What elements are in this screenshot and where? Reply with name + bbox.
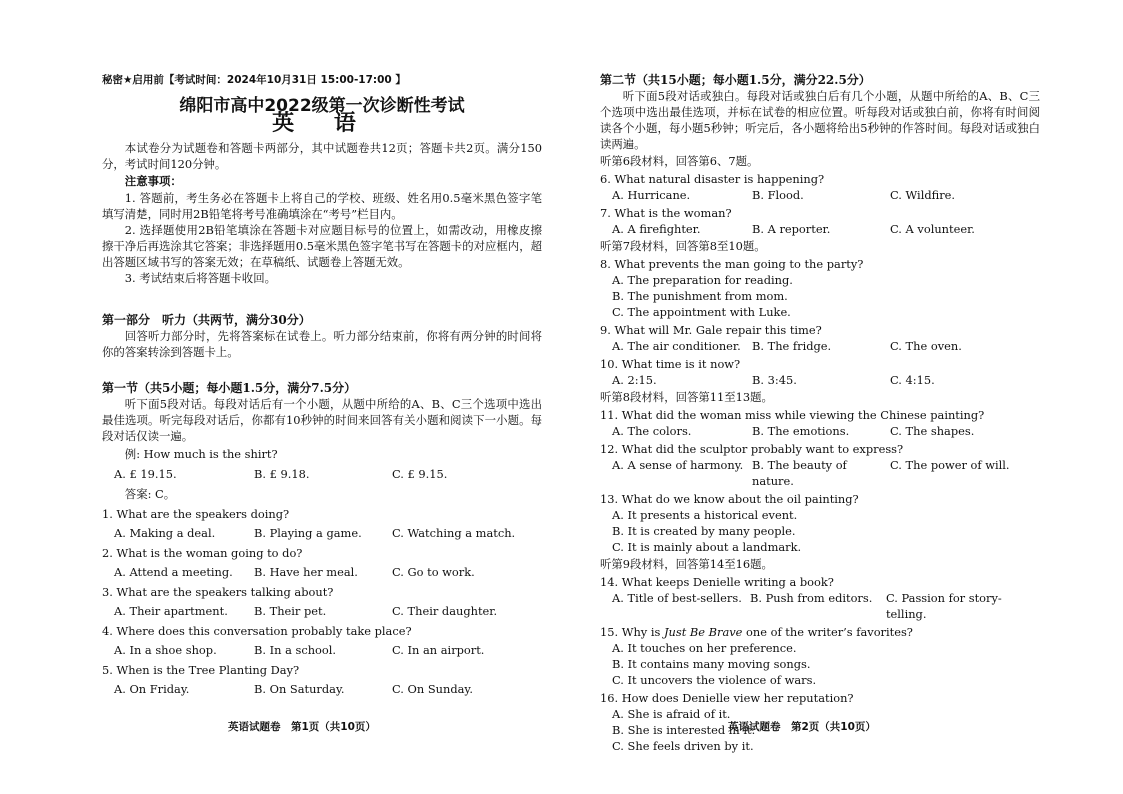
option-c: C. The power of will. xyxy=(890,458,1010,472)
option-a: A. A sense of harmony. xyxy=(612,458,744,472)
book-title: Just Be Brave xyxy=(663,625,743,639)
option-a: A. It touches on her preference. xyxy=(612,641,797,655)
option-b: B. Push from editors. xyxy=(749,591,873,605)
option-b: B. Playing a game. xyxy=(254,526,362,540)
option-a: A. Making a deal. xyxy=(114,526,216,540)
question-10-options xyxy=(600,372,1040,388)
option-a: A. She is afraid of it. xyxy=(612,707,731,721)
option-c: C. 4:15. xyxy=(890,373,935,387)
example-options xyxy=(102,466,542,482)
question-5: 5. When is the Tree Planting Day? xyxy=(102,663,300,677)
option-b: B. Flood. xyxy=(752,188,804,202)
question-11-options xyxy=(600,423,1040,439)
note-2: 2. 选择题使用2B铅笔填涂在答题卡对应题目标号的位置上，如需改动，用橡皮擦擦干净后再选涂其它答案；非选择题用0.5毫米黑色签字笔书写在答题卡的对应框内，超出答题区域书写的答案无效；在草稿纸、试题卷上答题无效。 xyxy=(102,223,542,269)
option-b: B. The beauty of nature. xyxy=(752,458,847,488)
option-a: A. A firefighter. xyxy=(612,222,701,236)
question-6-options xyxy=(600,187,1040,203)
option-b: B. On Saturday. xyxy=(254,682,345,696)
material-6-heading: 听第6段材料，回答第6、7题。 xyxy=(600,154,759,168)
option-c: C. The shapes. xyxy=(890,424,975,438)
page-footer-right: 英语试题卷 第2页（共10页） xyxy=(728,721,876,733)
left-column xyxy=(102,72,542,697)
example-answer: 答案: C。 xyxy=(124,487,176,501)
option-a: A. 2:15. xyxy=(612,373,657,387)
option-b: B. It is created by many people. xyxy=(612,524,796,538)
note-3: 3. 考试结束后将答题卡收回。 xyxy=(124,271,276,285)
question-5-options xyxy=(102,681,542,697)
question-12-options xyxy=(600,457,1040,489)
section1-description: 听下面5段对话。每段对话后有一个小题，从题中所给的A、B、C三个选项中选出最佳选项。听完每段对话后，你都有10秒钟的时间来回答有关小题和阅读下一小题。每段对话仅读一遍。 xyxy=(102,397,542,443)
question-9: 9. What will Mr. Gale repair this time? xyxy=(600,323,822,337)
option-b: B. It contains many moving songs. xyxy=(612,657,811,671)
option-c: C. Wildfire. xyxy=(890,188,956,202)
example-option-b: B. £ 9.18. xyxy=(254,467,310,481)
option-a: A. The air conditioner. xyxy=(612,339,741,353)
question-10: 10. What time is it now? xyxy=(600,357,741,371)
option-a: A. Attend a meeting. xyxy=(114,565,233,579)
option-a: A. In a shoe shop. xyxy=(114,643,217,657)
section1-heading: 第一节（共5小题；每小题1.5分，满分7.5分） xyxy=(102,381,357,395)
question-4-options xyxy=(102,642,542,658)
option-a: A. Hurricane. xyxy=(612,188,691,202)
option-b: B. The fridge. xyxy=(752,339,832,353)
notes-heading: 注意事项： xyxy=(124,174,182,188)
part1-heading: 第一部分 听力（共两节，满分30分） xyxy=(102,313,311,327)
option-a: A. It presents a historical event. xyxy=(612,508,798,522)
question-13: 13. What do we know about the oil painting? xyxy=(600,492,859,506)
option-b: B. 3:45. xyxy=(752,373,797,387)
option-c: C. It uncovers the violence of wars. xyxy=(612,673,817,687)
option-b: B. She is interested in it. xyxy=(612,723,756,737)
option-c: C. A volunteer. xyxy=(890,222,975,236)
question-3: 3. What are the speakers talking about? xyxy=(102,585,334,599)
section2-description: 听下面5段对话或独白。每段对话或独白后有几个小题，从题中所给的A、B、C三个选项中选出最佳选项，并标在试卷的相应位置。听每段对话或独白前，你将有时间阅读各个小题，每小题5秒钟；听完后，各小题将给出5秒钟的作答时间。每段对话或独白读两遍。 xyxy=(600,89,1040,151)
option-c: C. The appointment with Luke. xyxy=(612,305,791,319)
option-b: B. Their pet. xyxy=(254,604,327,618)
question-14-options xyxy=(600,590,1040,622)
part1-description: 回答听力部分时，先将答案标在试卷上。听力部分结束前，你将有两分钟的时间将你的答案转涂到答题卡上。 xyxy=(102,329,542,359)
intro-paragraph: 本试卷分为试题卷和答题卡两部分，其中试题卷共12页；答题卡共2页。满分150分，考试时间120分钟。 xyxy=(102,141,542,171)
question-2: 2. What is the woman going to do? xyxy=(102,546,303,560)
option-b: B. In a school. xyxy=(254,643,337,657)
question-4: 4. Where does this conversation probably take place? xyxy=(102,624,412,638)
example-option-c: C. £ 9.15. xyxy=(392,467,448,481)
option-b: B. The emotions. xyxy=(752,424,850,438)
question-15 xyxy=(600,624,1040,640)
exam-time-line: 秘密★启用前【考试时间：2024年10月31日 15:00-17:00 】 xyxy=(102,74,406,86)
question-8: 8. What prevents the man going to the party? xyxy=(600,257,864,271)
left-question-list xyxy=(102,506,542,697)
option-c: C. In an airport. xyxy=(392,643,485,657)
question-14: 14. What keeps Denielle writing a book? xyxy=(600,575,834,589)
question-2-options xyxy=(102,564,542,580)
option-c: C. Go to work. xyxy=(392,565,475,579)
right-column xyxy=(600,72,1040,754)
option-a: A. The colors. xyxy=(612,424,692,438)
option-a: A. The preparation for reading. xyxy=(612,273,793,287)
subject-title: 英 语 xyxy=(272,111,372,136)
option-b: B. A reporter. xyxy=(752,222,831,236)
option-c: C. It is mainly about a landmark. xyxy=(612,540,802,554)
question-15-suffix: one of the writer’s favorites? xyxy=(742,625,913,639)
exam-title: 绵阳市高中2022级第一次诊断性考试 xyxy=(179,96,465,116)
example-question: 例: How much is the shirt? xyxy=(124,447,278,461)
question-7: 7. What is the woman? xyxy=(600,206,732,220)
question-9-options xyxy=(600,338,1040,354)
material-9-heading: 听第9段材料，回答第14至16题。 xyxy=(600,557,773,571)
page-footer-left: 英语试题卷 第1页（共10页） xyxy=(228,721,376,733)
option-c: C. Their daughter. xyxy=(392,604,498,618)
question-3-options xyxy=(102,603,542,619)
section2-heading: 第二节（共15小题；每小题1.5分，满分22.5分） xyxy=(600,73,871,87)
material-7-heading: 听第7段材料，回答第8至10题。 xyxy=(600,239,766,253)
option-c: C. On Sunday. xyxy=(392,682,473,696)
note-1: 1. 答题前，考生务必在答题卡上将自己的学校、班级、姓名用0.5毫米黑色签字笔填写清楚，同时用2B铅笔将考号准确填涂在“考号”栏目内。 xyxy=(102,191,542,221)
option-c: C. Watching a match. xyxy=(392,526,516,540)
option-a: A. On Friday. xyxy=(114,682,190,696)
question-16: 16. How does Denielle view her reputation? xyxy=(600,691,854,705)
question-15-prefix: 15. Why is xyxy=(600,625,664,639)
example-option-a: A. £ 19.15. xyxy=(114,467,177,481)
question-12: 12. What did the sculptor probably want to express? xyxy=(600,442,904,456)
option-c: C. She feels driven by it. xyxy=(612,739,754,753)
question-1: 1. What are the speakers doing? xyxy=(102,507,290,521)
option-a: A. Title of best-sellers. xyxy=(612,591,742,605)
option-b: B. The punishment from mom. xyxy=(612,289,788,303)
option-a: A. Their apartment. xyxy=(114,604,228,618)
question-6: 6. What natural disaster is happening? xyxy=(600,172,825,186)
material-8-heading: 听第8段材料，回答第11至13题。 xyxy=(600,390,773,404)
question-11: 11. What did the woman miss while viewing the Chinese painting? xyxy=(600,408,985,422)
option-c: C. The oven. xyxy=(890,339,962,353)
question-7-options xyxy=(600,221,1040,237)
option-c: C. Passion for story-telling. xyxy=(885,591,1002,621)
option-b: B. Have her meal. xyxy=(254,565,358,579)
question-1-options xyxy=(102,525,542,541)
